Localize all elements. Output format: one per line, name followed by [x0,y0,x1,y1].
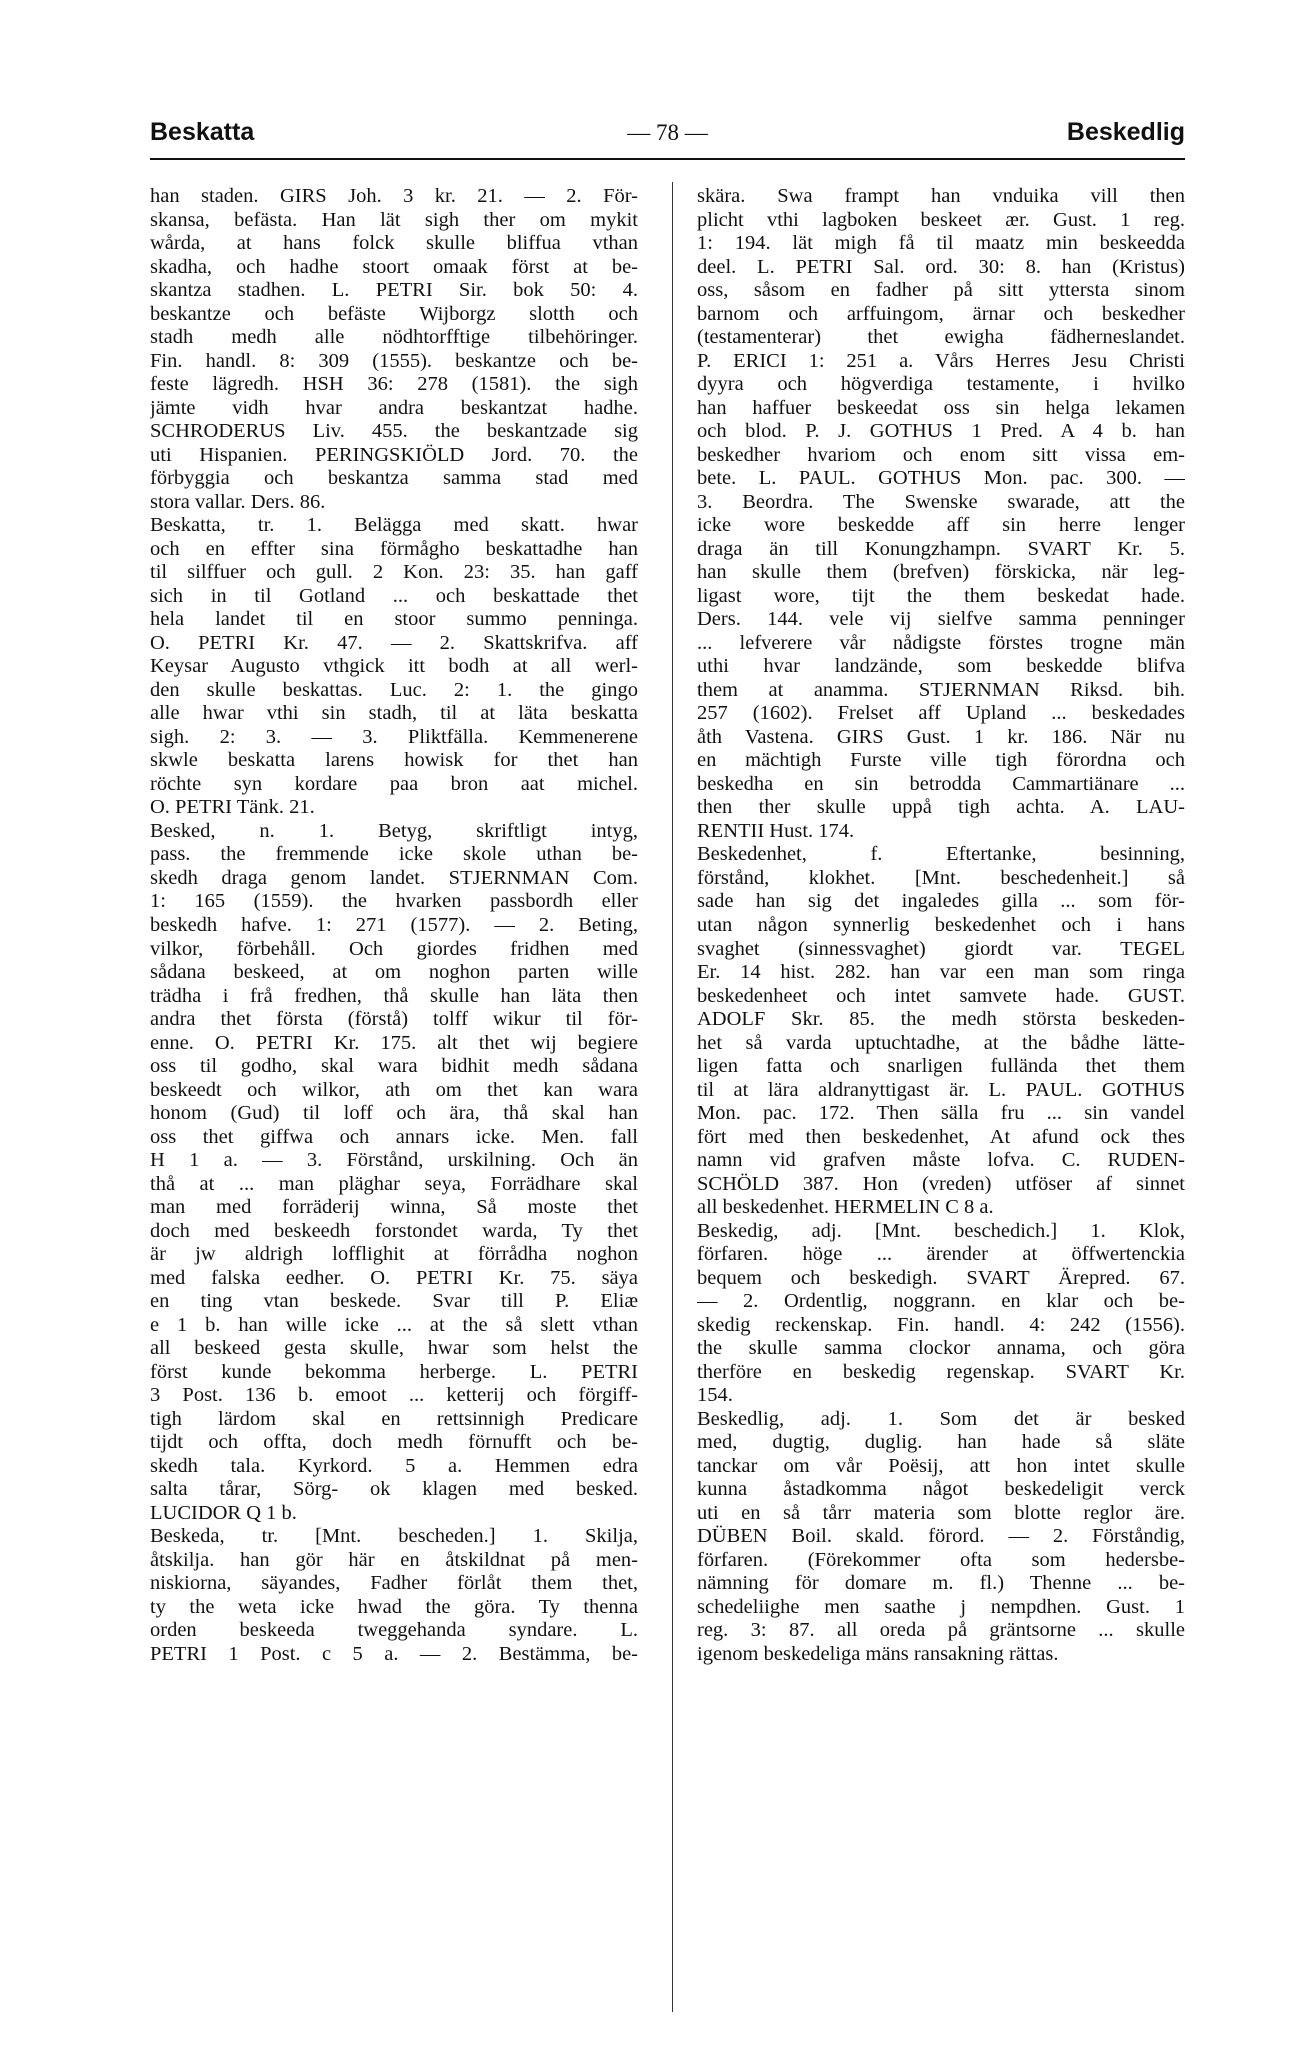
text-line: all beskeed gesta skulle, hwar som helst the [150,1337,638,1360]
text-line: Keysar Augusto vthgick itt bodh at all werl- [150,655,638,678]
text-line: utan någon synnerlig beskedenhet och i hans [697,913,1185,936]
text-line: 1: 165 (1559). the hvarken passbordh eller [150,890,638,913]
text-line: RENTII Hust. 174. [697,819,855,842]
text-line: förbyggia och beskantza samma stad med [150,467,638,490]
text-line: til silffuer och gull. 2 Kon. 23: 35. han gaff [150,561,638,584]
text-line: och en effter sina förmågho beskattadhe han [150,537,638,560]
text-line: reg. 3: 87. all oreda på gräntsorne ... skulle [697,1619,1185,1642]
text-line: uthi hvar landzände, som beskedde blifva [697,655,1185,678]
text-line: kunna åstadkomma något beskedeligit verck [697,1478,1185,1501]
text-line: fört med then beskedenhet, At afund ock thes [697,1125,1185,1148]
text-line: först kunde bekomma herberge. L. PETRI [150,1360,638,1383]
text-line: the skulle samma clockor annama, och göra [697,1337,1185,1360]
text-line: han staden. GIRS Joh. 3 kr. 21. — 2. För- [150,185,638,207]
text-line: barnom och arffuingom, ärnar och beskedher [697,302,1185,325]
text-line: andra thet första (förstå) tolff wikur til för- [150,1008,638,1031]
text-line: skedig reckenskap. Fin. handl. 4: 242 (1556). [697,1313,1185,1336]
text-line: all beskedenhet. HERMELIN C 8 a. [697,1196,994,1219]
text-line: honom (Gud) til loff och ära, thå skal han [150,1102,638,1125]
text-line: niskiorna, säyandes, Fadher förlåt them thet, [150,1572,638,1595]
text-line: åth Vastena. GIRS Gust. 1 kr. 186. När nu [697,725,1185,748]
text-line: LUCIDOR Q 1 b. [150,1501,297,1524]
text-line: förfaren. (Förekommer ofta som hedersbe- [697,1548,1185,1571]
text-line: åtskilja. han gör här en åtskildnat på men- [150,1548,638,1571]
text-line: tijdt och offta, doch medh förnufft och be- [150,1431,638,1454]
text-line: nämning för domare m. fl.) Thenne ... be- [697,1572,1185,1595]
text-line: — 2. Ordentlig, noggrann. en klar och be- [697,1290,1185,1313]
text-line: Beskatta, tr. 1. Belägga med skatt. hwar [150,514,638,537]
text-line: vilkor, förbehåll. Och giordes fridhen med [150,937,638,960]
text-line: förstånd, klokhet. [Mnt. beschedenheit.] så [697,866,1185,889]
text-line: med, dugtig, duglig. han hade så släte [697,1431,1185,1454]
text-line: sådana beskeed, at om noghon parten wille [150,961,638,984]
text-line: stadh medh alle nödhtorfftige tilbehöringer. [150,326,638,349]
text-line: ligast wore, tijt the them beskedat hade. [697,584,1185,607]
text-line: en mächtigh Furste ville tigh förordna och [697,749,1185,772]
text-line: ... lefverere vår nådigste förstes trogne män [697,631,1185,654]
text-line: man med forräderij winna, Så moste thet [150,1196,638,1219]
text-line: ADOLF Skr. 85. the medh största beskeden- [697,1008,1185,1031]
text-line: het så varda uptuchtadhe, at the bådhe lätte- [697,1031,1185,1054]
text-line: tanckar om vår Poësij, att hon intet skulle [697,1454,1185,1477]
text-line: oss til godho, skal wara bidhit medh sådana [150,1055,638,1078]
text-line: til at lära aldranyttigast är. L. PAUL. GOTHUS [697,1078,1185,1101]
text-line: jämte vidh hvar andra beskantzat hadhe. [150,396,638,419]
text-line: DÜBEN Boil. skald. förord. — 2. Förståndig, [697,1525,1185,1548]
text-line: Mon. pac. 172. Then sälla fru ... sin vandel [697,1102,1185,1125]
text-line: ligen fatta och snarligen fullända thet them [697,1055,1185,1078]
text-line: sade han sig det ingaledes gilla ... som för- [697,890,1185,913]
text-line: P. ERICI 1: 251 a. Vårs Herres Jesu Christi [697,349,1185,372]
text-line: 257 (1602). Frelset aff Upland ... beskedades [697,702,1185,725]
header-right-headword: Beskedlig [1066,118,1185,146]
text-line: feste lägredh. HSH 36: 278 (1581). the sigh [150,373,638,396]
page-number: — 78 — [627,120,708,145]
text-line: then ther skulle uppå tigh achta. A. LAU- [697,796,1185,819]
text-line: sich in til Gotland ... och beskattade thet [150,584,638,607]
text-line: Beskedenhet, f. Eftertanke, besinning, [697,843,1185,866]
text-line: ty the weta icke hwad the göra. Ty thenna [150,1595,638,1618]
text-line: är jw aldrigh lofflighit at förrådha noghon [150,1243,638,1266]
text-line: tigh lärdom skal en rettsinnigh Predicare [150,1407,638,1430]
text-line: och blod. P. J. GOTHUS 1 Pred. A 4 b. han [697,420,1185,443]
text-line: draga än till Konungzhampn. SVART Kr. 5. [697,537,1185,560]
text-line: hela landet til en stoor summo penninga. [150,608,638,631]
text-line: med falska eedher. O. PETRI Kr. 75. säya [150,1266,638,1289]
text-line: skadha, och hadhe stoort omaak först at be- [150,255,638,278]
text-line: plicht vthi lagboken beskeet ær. Gust. 1 reg. [697,208,1185,231]
text-line: 1: 194. lät migh få til maatz min beskeedda [697,232,1185,255]
text-line: sigh. 2: 3. — 3. Pliktfälla. Kemmenerene [150,725,638,748]
text-line: Beskedlig, adj. 1. Som det är besked [697,1407,1185,1430]
text-line: Er. 14 hist. 282. han var een man som ringa [697,961,1185,984]
text-line: bete. L. PAUL. GOTHUS Mon. pac. 300. — [697,467,1185,490]
text-line: therföre en beskedig regenskap. SVART Kr. [697,1360,1185,1383]
text-line: en ting vtan beskede. Svar till P. Eliæ [150,1290,638,1313]
text-line: O. PETRI Tänk. 21. [150,796,315,819]
text-line: 3. Beordra. The Swenske swarade, att the [697,490,1185,513]
text-line: uti Hispanien. PERINGSKIÖLD Jord. 70. the [150,443,638,466]
text-line: pass. the fremmende icke skole uthan be- [150,843,638,866]
text-line: (testamenterar) thet ewigha fädherneslandet. [697,326,1185,349]
text-line: svaghet (sinnessvaghet) giordt var. TEGEL [697,937,1185,960]
text-line: beskedh hafve. 1: 271 (1577). — 2. Beting, [150,913,638,936]
text-line: skedh tala. Kyrkord. 5 a. Hemmen edra [150,1454,638,1477]
text-line: dyyra och högverdiga testamente, i hvilko [697,373,1185,396]
text-line: deel. L. PETRI Sal. ord. 30: 8. han (Kristus) [697,255,1185,278]
column-divider [672,182,673,2012]
text-line: beskantze och befäste Wijborgz slotth och [150,302,638,325]
text-line: skansa, befästa. Han lät sigh ther om mykit [150,208,638,231]
text-line: skwle beskatta larens howisk for thet han [150,749,638,772]
text-line: orden beskeeda tweggehanda syndare. L. [150,1619,638,1642]
text-line: trädha i frå fredhen, thå skulle han läta then [150,984,638,1007]
text-line: Beskeda, tr. [Mnt. bescheden.] 1. Skilja, [150,1525,638,1548]
text-line: thå at ... man pläghar seya, Forrädhare skal [150,1172,638,1195]
text-line: beskedha en sin betrodda Cammartiänare ... [697,772,1185,795]
text-line: beskedenheet och intet samvete hade. GUST. [697,984,1185,1007]
text-line: 154. [697,1384,733,1407]
text-line: schedeliighe men saathe j nempdhen. Gust. 1 [697,1595,1185,1618]
text-line: förfaren. höge ... ärender at öffwertenckia [697,1243,1185,1266]
text-line: skedh draga genom landet. STJERNMAN Com. [150,866,638,889]
text-line: oss thet giffwa och annars icke. Men. fall [150,1125,638,1148]
text-line: igenom beskedeliga mäns ransakning rättas. [697,1642,1059,1665]
text-line: skära. Swa frampt han vnduika vill then [697,185,1185,207]
header-left-headword: Beskatta [150,118,255,146]
text-line: han haffuer beskeedat oss sin helga lekamen [697,396,1185,419]
text-line: salta tårar, Sörg- ok klagen med besked. [150,1478,638,1501]
text-line: wårda, at hans folck skulle bliffua vthan [150,232,638,255]
text-line: Ders. 144. vele vij sielfve samma penninger [697,608,1185,631]
text-line: O. PETRI Kr. 47. — 2. Skattskrifva. aff [150,631,638,654]
text-line: han skulle them (brefven) förskicka, när leg- [697,561,1185,584]
text-line: skantza stadhen. L. PETRI Sir. bok 50: 4. [150,279,638,302]
right-column [697,185,1185,2025]
text-line: den skulle beskattas. Luc. 2: 1. the gingo [150,678,638,701]
text-line: uti en så tårr materia som blotte reglor äre. [697,1501,1185,1524]
text-line: beskedher hvariom och enom sitt vissa em- [697,443,1185,466]
left-column [150,185,638,2025]
text-line: namn vid grafven måste lofva. C. RUDEN- [697,1149,1185,1172]
text-line: alle hwar vthi sin stadh, til at läta beskatta [150,702,638,725]
text-line: röchte syn kordare paa bron aat michel. [150,772,638,795]
text-line: 3 Post. 136 b. emoot ... ketterij och förgiff- [150,1384,638,1407]
text-line: SCHÖLD 387. Hon (vreden) utföser af sinnet [697,1172,1185,1195]
text-line: bequem och beskedigh. SVART Ärepred. 67. [697,1266,1185,1289]
text-line: Besked, n. 1. Betyg, skriftligt intyg, [150,819,638,842]
text-line: icke wore beskedde aff sin herre lenger [697,514,1185,537]
text-line: SCHRODERUS Liv. 455. the beskantzade sig [150,420,638,443]
text-line: PETRI 1 Post. c 5 a. — 2. Bestämma, be- [150,1642,638,1665]
page-header [150,118,1185,160]
text-line: them at anamma. STJERNMAN Riksd. bih. [697,678,1185,701]
text-line: e 1 b. han wille icke ... at the så slett vthan [150,1313,638,1336]
text-line: enne. O. PETRI Kr. 175. alt thet wij begiere [150,1031,638,1054]
text-line: Beskedig, adj. [Mnt. beschedich.] 1. Klok, [697,1219,1185,1242]
text-line: beskeedt och wilkor, ath om thet kan wara [150,1078,638,1101]
text-line: Fin. handl. 8: 309 (1555). beskantze och be- [150,349,638,372]
text-line: oss, såsom en fadher på sitt yttersta sinom [697,279,1185,302]
text-line: doch med beskeedh forstondet warda, Ty thet [150,1219,638,1242]
text-line: stora vallar. Ders. 86. [150,490,326,513]
text-line: H 1 a. — 3. Förstånd, urskilning. Och än [150,1149,638,1172]
